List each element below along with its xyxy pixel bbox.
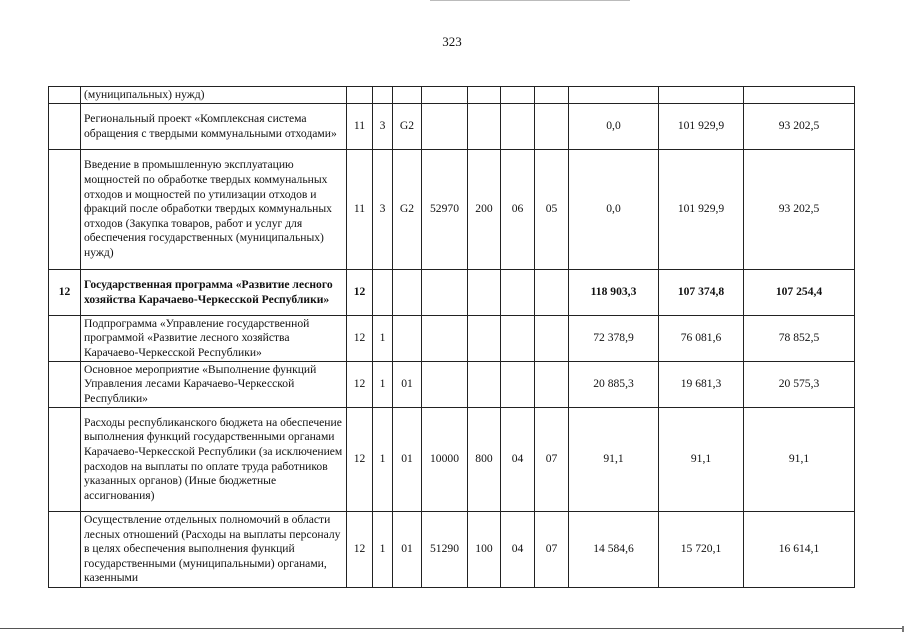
table-row — [49, 316, 855, 362]
code-program: 12 — [347, 408, 373, 512]
code-subprogram: 3 — [373, 150, 393, 270]
row-number: 12 — [49, 270, 81, 316]
table-row — [49, 150, 855, 270]
code-subprogram: 1 — [373, 512, 393, 588]
code-event: 01 — [393, 408, 422, 512]
code-event: 01 — [393, 512, 422, 588]
row-number — [49, 316, 81, 362]
amount-year-1: 72 378,9 — [569, 316, 659, 362]
amount-year-2: 107 374,8 — [659, 270, 744, 316]
table-row — [49, 512, 855, 588]
code-section — [501, 362, 535, 408]
code-event: 01 — [393, 362, 422, 408]
code-event: G2 — [393, 150, 422, 270]
row-description: Расходы республиканского бюджета на обеспечение выполнения функций государственными органами Карачаево-Черкесской Республики (за исключением расходов на выплаты по оплате труда работников указанных органов) (Иные бюджетные ассигнования) — [81, 408, 347, 512]
row-number — [49, 362, 81, 408]
amount-year-2: 101 929,9 — [659, 150, 744, 270]
code-program: 12 — [347, 316, 373, 362]
row-description: (муниципальных) нужд) — [81, 87, 347, 104]
code-program: 11 — [347, 150, 373, 270]
code-section — [501, 270, 535, 316]
amount-year-1 — [569, 87, 659, 104]
code-program — [347, 87, 373, 104]
code-section: 06 — [501, 150, 535, 270]
code-subprogram: 3 — [373, 104, 393, 150]
code-section — [501, 316, 535, 362]
code-section: 04 — [501, 512, 535, 588]
code-expense-type: 100 — [468, 512, 501, 588]
code-direction — [422, 362, 468, 408]
amount-year-2 — [659, 87, 744, 104]
code-section: 04 — [501, 408, 535, 512]
row-description: Региональный проект «Комплексная система обращения с твердыми коммунальными отходами» — [81, 104, 347, 150]
amount-year-3: 93 202,5 — [744, 104, 855, 150]
code-direction — [422, 87, 468, 104]
table-row — [49, 408, 855, 512]
code-direction — [422, 316, 468, 362]
code-program: 12 — [347, 362, 373, 408]
amount-year-3: 78 852,5 — [744, 316, 855, 362]
amount-year-1: 91,1 — [569, 408, 659, 512]
code-section — [501, 104, 535, 150]
amount-year-3: 16 614,1 — [744, 512, 855, 588]
code-subsection: 07 — [535, 512, 569, 588]
table-row — [49, 87, 855, 104]
amount-year-3: 93 202,5 — [744, 150, 855, 270]
row-description: Осуществление отдельных полномочий в области лесных отношений (Расходы на выплаты персоналу в целях обеспечения выполнения функций государственными (муниципальными) органами, казенными — [81, 512, 347, 588]
amount-year-2: 91,1 — [659, 408, 744, 512]
amount-year-1: 20 885,3 — [569, 362, 659, 408]
row-number — [49, 104, 81, 150]
code-expense-type: 200 — [468, 150, 501, 270]
code-event: G2 — [393, 104, 422, 150]
code-subprogram: 1 — [373, 316, 393, 362]
row-description: Введение в промышленную эксплуатацию мощностей по обработке твердых коммунальных отходов и мощностей по утилизации отходов и фракций после обработки твердых коммунальных отходов (Закупка товаров, работ и услуг для обеспечения государственных (муниципальных) нужд) — [81, 150, 347, 270]
amount-year-1: 118 903,3 — [569, 270, 659, 316]
row-description: Подпрограмма «Управление государственной программой «Развитие лесного хозяйства Карачаево-Черкесской Республики» — [81, 316, 347, 362]
code-subsection — [535, 104, 569, 150]
code-direction: 51290 — [422, 512, 468, 588]
code-expense-type — [468, 87, 501, 104]
code-direction: 10000 — [422, 408, 468, 512]
table-row — [49, 270, 855, 316]
amount-year-2: 15 720,1 — [659, 512, 744, 588]
page-number: 323 — [442, 34, 462, 49]
amount-year-3: 91,1 — [744, 408, 855, 512]
code-event — [393, 87, 422, 104]
code-program: 12 — [347, 270, 373, 316]
code-subprogram — [373, 270, 393, 316]
row-description: Основное мероприятие «Выполнение функций Управления лесами Карачаево-Черкесской Республики» — [81, 362, 347, 408]
amount-year-1: 14 584,6 — [569, 512, 659, 588]
row-number — [49, 512, 81, 588]
code-subsection: 07 — [535, 408, 569, 512]
amount-year-3: 20 575,3 — [744, 362, 855, 408]
code-section — [501, 87, 535, 104]
code-direction: 52970 — [422, 150, 468, 270]
row-description: Государственная программа «Развитие лесного хозяйства Карачаево-Черкесской Республики» — [81, 270, 347, 316]
code-program: 11 — [347, 104, 373, 150]
code-program: 12 — [347, 512, 373, 588]
code-expense-type — [468, 270, 501, 316]
amount-year-2: 19 681,3 — [659, 362, 744, 408]
code-event — [393, 270, 422, 316]
row-number — [49, 408, 81, 512]
row-number — [49, 87, 81, 104]
code-expense-type — [468, 104, 501, 150]
code-subsection — [535, 270, 569, 316]
table-row — [49, 362, 855, 408]
budget-table — [48, 86, 855, 588]
amount-year-2: 76 081,6 — [659, 316, 744, 362]
code-subsection — [535, 316, 569, 362]
code-expense-type — [468, 362, 501, 408]
amount-year-2: 101 929,9 — [659, 104, 744, 150]
code-subsection — [535, 87, 569, 104]
code-subprogram — [373, 87, 393, 104]
code-event — [393, 316, 422, 362]
code-expense-type: 800 — [468, 408, 501, 512]
code-subsection — [535, 362, 569, 408]
code-subprogram: 1 — [373, 408, 393, 512]
amount-year-1: 0,0 — [569, 150, 659, 270]
table-row — [49, 104, 855, 150]
amount-year-3: 107 254,4 — [744, 270, 855, 316]
scan-bottom-edge — [0, 628, 904, 629]
row-number — [49, 150, 81, 270]
amount-year-1: 0,0 — [569, 104, 659, 150]
amount-year-3 — [744, 87, 855, 104]
code-expense-type — [468, 316, 501, 362]
scan-top-edge — [430, 0, 630, 1]
code-direction — [422, 270, 468, 316]
code-subprogram: 1 — [373, 362, 393, 408]
code-direction — [422, 104, 468, 150]
code-subsection: 05 — [535, 150, 569, 270]
